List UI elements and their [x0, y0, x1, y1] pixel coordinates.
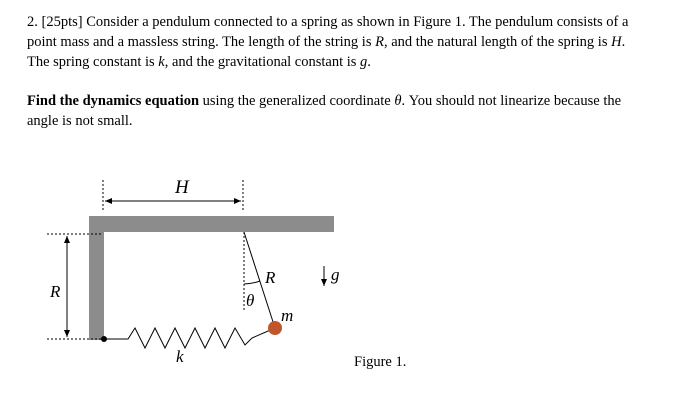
- var-theta: θ: [394, 93, 402, 109]
- ceiling-beam: [89, 216, 334, 232]
- spring-anchor: [101, 336, 107, 342]
- left-wall: [89, 216, 104, 340]
- task-line-2: angle is not small.: [27, 113, 133, 129]
- label-k: k: [176, 347, 184, 366]
- problem-line-1-text: Consider a pendulum connected to a spring as shown in Figure 1. The pendulum consists of a: [86, 14, 629, 30]
- problem-line-3-end: .: [367, 54, 371, 70]
- spring: [104, 328, 275, 348]
- task-post: . You should not linearize because the: [401, 93, 622, 109]
- point-mass: [268, 321, 282, 335]
- problem-line-3-mid: , and the gravitational constant is: [164, 54, 361, 70]
- label-R-left: R: [50, 282, 61, 301]
- label-g: g: [331, 265, 340, 284]
- problem-line-2-pre: point mass and a massless string. The length of the string is: [27, 34, 376, 50]
- problem-line-2-end: .: [621, 34, 626, 50]
- figure-caption: Figure 1.: [354, 354, 407, 370]
- theta-arc: [244, 281, 260, 284]
- var-g: g: [360, 54, 368, 70]
- task-bold: Find the dynamics equation: [27, 93, 200, 109]
- problem-points: [25pts]: [41, 14, 83, 30]
- var-H: H: [611, 34, 622, 50]
- problem-number: 2.: [27, 14, 38, 30]
- label-H: H: [175, 177, 189, 198]
- var-k: k: [158, 54, 165, 70]
- label-R-string: R: [265, 268, 276, 287]
- label-theta: θ: [246, 291, 255, 310]
- problem-line-2-mid: , and the natural length of the spring is: [383, 34, 612, 50]
- task-pre: using the generalized coordinate: [199, 93, 395, 109]
- label-m: m: [281, 306, 294, 325]
- problem-line-3-pre: The spring constant is: [27, 54, 159, 70]
- var-R: R: [375, 34, 384, 50]
